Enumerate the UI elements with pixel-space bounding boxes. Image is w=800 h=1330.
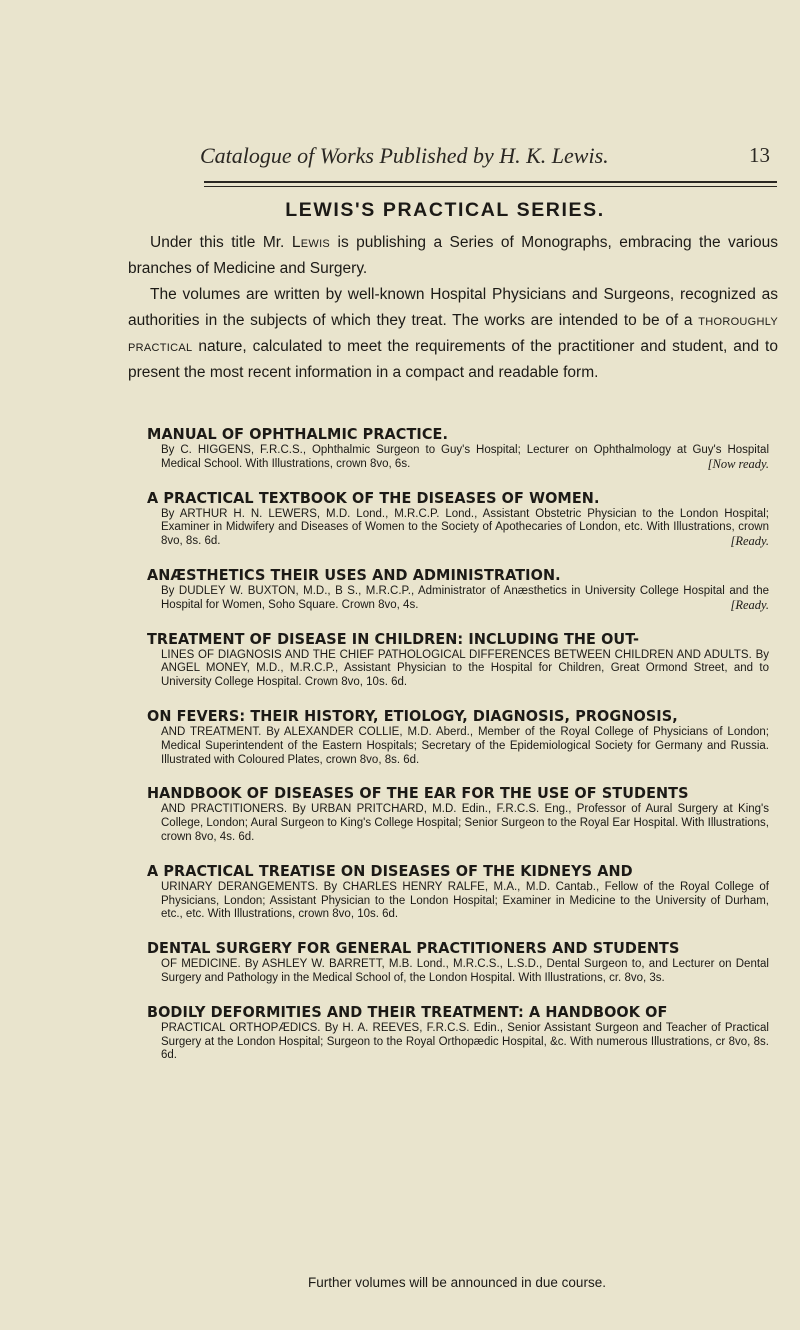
book-title: HANDBOOK OF DISEASES OF THE EAR FOR THE USE OF STUDENTS [147,784,689,803]
book-title: ANÆSTHETICS THEIR USES AND ADMINISTRATION. [147,565,561,584]
intro-text: The volumes are written by well-known Hospital Physicians and Surgeons, recognized as authorities in the subjects of which they treat. The works are intended to be of a [128,286,778,329]
book-description [161,444,769,472]
book-title: TREATMENT OF DISEASE IN CHILDREN: INCLUDING THE OUT- [147,629,640,648]
series-title: LEWIS'S PRACTICAL SERIES. [285,199,605,221]
header-rule-thick [204,181,777,183]
book-title: MANUAL OF OPHTHALMIC PRACTICE. [147,425,449,443]
book-status: [Ready. [730,597,769,612]
book-description: OF MEDICINE. By ASHLEY W. BARRETT, M.B. Lond., M.R.C.S., L.S.D., Dental Surgeon to, and Lecturer on Dental Surgery and Pathology in the Medical School of, the London Hospital. With Illustrations, cr. 8vo, 3s. [161,958,769,984]
running-title: Catalogue of Works Published by H. K. Lewis. [200,143,609,168]
book-entry [147,566,769,613]
intro-text: nature, calculated to meet the requirements of the practitioner and student, and to present the most recent information in a compact and readable form. [128,338,778,381]
book-description: PRACTICAL ORTHOPÆDICS. By H. A. REEVES, F.R.C.S. Edin., Senior Assistant Surgeon and Teacher of Practical Surgery at the London Hospital; Surgeon to the Royal Orthopædic Hospital, &c. With numerous Illustrations, cr 8vo, 8s. 6d. [161,1021,769,1062]
publisher-name: Lewis [291,234,331,251]
book-description [161,508,769,549]
book-entry [147,630,769,690]
book-description: AND PRACTITIONERS. By URBAN PRITCHARD, M.D. Edin., F.R.C.S. Eng., Professor of Aural Surgery at King's College, London; Aural Surgeon to King's College Hospital; Senior Surgeon to the Royal Ear Hospital. With Illustrations, crown 8vo, 4s. 6d. [161,803,769,843]
intro-paragraph-1 [128,230,778,282]
book-description [161,585,769,613]
page-number: 13 [749,143,770,167]
intro-paragraph-2 [128,282,778,386]
book-description: AND TREATMENT. By ALEXANDER COLLIE, M.D. Aberd., Member of the Royal College of Physicians of London; Medical Superintendent of the Eastern Hospitals; Secretary of the Epidemiological Society for Germany and Russia. Illustrated with Coloured Plates, crown 8vo, 8s. 6d. [161,725,769,766]
book-description: URINARY DERANGEMENTS. By CHARLES HENRY RALFE, M.A., M.D. Cantab., Fellow of the Royal College of Physicians, London; Assistant Physician to the London Hospital; Examiner in Medicine to the University of Durham, etc., etc. With Illustrations, crown 8vo, 10s. 6d. [161,880,769,921]
book-title: ON FEVERS: THEIR HISTORY, ETIOLOGY, DIAGNOSIS, PROGNOSIS, [147,706,678,725]
intro-text: is publishing a Series of Monographs, embracing the various branches of Medicine and Surgery. [128,234,779,277]
book-title: A PRACTICAL TREATISE ON DISEASES OF THE KIDNEYS AND [147,861,633,880]
book-status: [Ready. [730,534,769,549]
book-title: DENTAL SURGERY FOR GENERAL PRACTITIONERS AND STUDENTS [147,939,680,958]
book-title: A PRACTICAL TEXTBOOK OF THE DISEASES OF WOMEN. [147,488,600,507]
header-rule-thin [204,186,777,187]
intro-text: Under this title Mr. [150,234,285,251]
book-title: BODILY DEFORMITIES AND THEIR TREATMENT: A HANDBOOK OF [147,1002,668,1021]
book-entry [147,862,769,922]
book-entry [147,1003,769,1063]
running-head [200,143,780,173]
book-entry [147,489,769,549]
book-status: [Now ready. [707,456,769,471]
book-entry [147,784,769,844]
intro-emphasis: thoroughly practical [128,312,779,355]
book-description: LINES OF DIAGNOSIS AND THE CHIEF PATHOLOGICAL DIFFERENCES BETWEEN CHILDREN AND ADULTS. By ANGEL MONEY, M.D., M.R.C.P., Assistant Physician to the Hospital for Children, Great Ormond Street, and to University College Hospital. Crown 8vo, 10s. 6d. [161,648,769,689]
book-details: By ARTHUR H. N. LEWERS, M.D. Lond., M.R.C.P. Lond., Assistant Obstetric Physician to the London Hospital; Examiner in Midwifery and Diseases of Women to the Society of Apothecaries of London, etc. With Illustrations, crown 8vo, 8s. 6d. [161,507,769,548]
further-volumes-note: Further volumes will be announced in due course. [308,1275,606,1290]
series-intro [128,230,778,386]
book-entry [147,707,769,767]
book-list [147,425,769,1080]
book-entry [147,425,769,472]
book-details: By C. HIGGENS, F.R.C.S., Ophthalmic Surgeon to Guy's Hospital; Lecturer on Ophthalmology at Guy's Hospital Medical School. With Illustrations, crown 8vo, 6s. [161,444,769,470]
book-details: By DUDLEY W. BUXTON, M.D., B S., M.R.C.P., Administrator of Anæsthetics in University College Hospital and the Hospital for Women, Soho Square. Crown 8vo, 4s. [161,584,769,611]
book-entry [147,939,769,986]
